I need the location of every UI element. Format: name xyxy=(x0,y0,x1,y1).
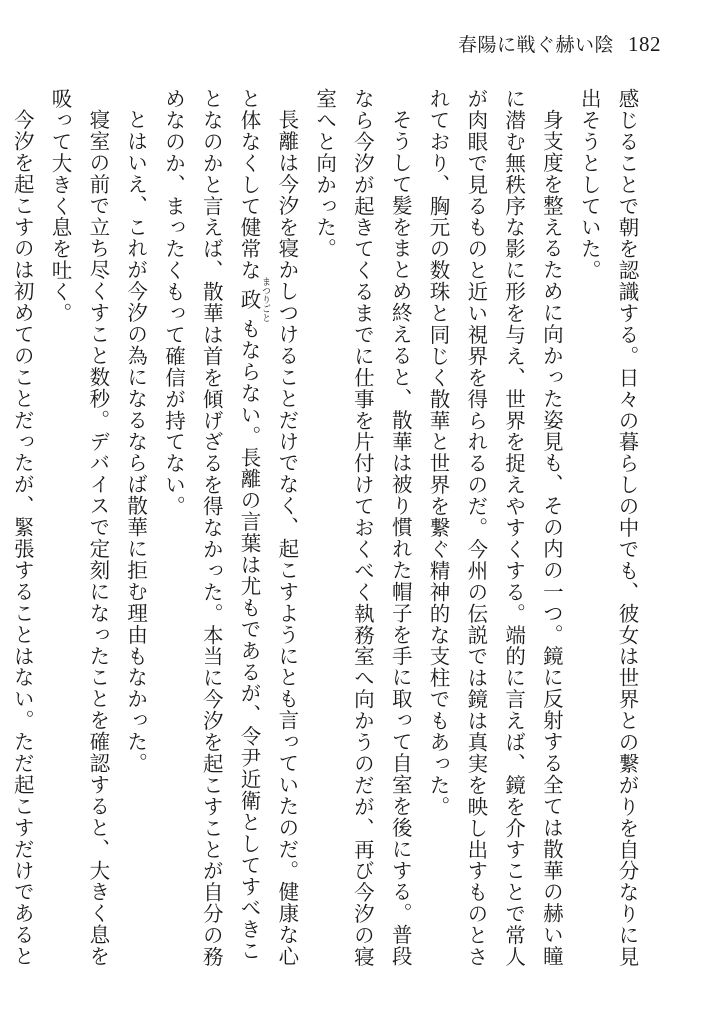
paragraph-7: 今汐を起こすのは初めてのことだったが、緊張することはない。ただ起こすだけであると xyxy=(10,108,35,967)
book-title: 春陽に戦ぐ赫い陰 xyxy=(457,34,614,56)
ruby-base: 政 xyxy=(237,277,262,323)
paragraph-4 xyxy=(154,88,305,968)
paragraph-2: 身支度を整えるために向かった姿見も、その内の一つ。鏡に反射する全ては散華の赫い瞳に潜む無秩序な影に形を与え、世界を捉えやすくする。端的に言えば、鏡を介すことで常人が肉眼で見るものと近い視界を得られるのだ。今州の伝説では鏡は真実を映し出すものとされており、胸元の数珠と同じく散華と世界を繋ぐ精神的な支柱でもあった。 xyxy=(426,88,564,968)
ruby-reading: まつりごと xyxy=(260,277,271,323)
page-number: 182 xyxy=(628,32,661,56)
paragraph-4-part-2: もならない。長離の言葉は尤もであるが、令尹近衛としてすべきことなのかと言えば、散華は首を傾げざるを得なかった。本当に今汐を起こすことが自分の務めなのか、まったくもって確信が持てない。 xyxy=(161,88,262,968)
paragraph-3: そうして髪をまとめ終えると、散華は被り慣れた帽子を手に取って自室を後にする。普段なら今汐が起きてくるまでに仕事を片付けておくべく執務室へ向かうのだが、再び今汐の寝室へと向かった。 xyxy=(312,88,413,968)
paragraph-6: 寝室の前で立ち尽くすこと数秒。デバイスで定刻になったことを確認すると、大きく息を吸って大きく息を吐く。 xyxy=(48,88,110,967)
paragraph-4-part-1: 長離は今汐を寝かしつけることだけでなく、起こすようにとも言っていたのだ。健康な心と体なくして健常な xyxy=(237,88,299,967)
ruby-word xyxy=(237,277,271,323)
running-header xyxy=(458,34,661,55)
paragraph-5: とはいえ、これが今汐の為になるならば散華に拒む理由もなかった。 xyxy=(123,108,148,774)
vertical-body-text xyxy=(10,88,645,968)
paragraph-1: 感じることで朝を認識する。日々の暮らしの中でも、彼女は世界との繋がりを自分なりに見出そうとしていた。 xyxy=(577,88,639,968)
